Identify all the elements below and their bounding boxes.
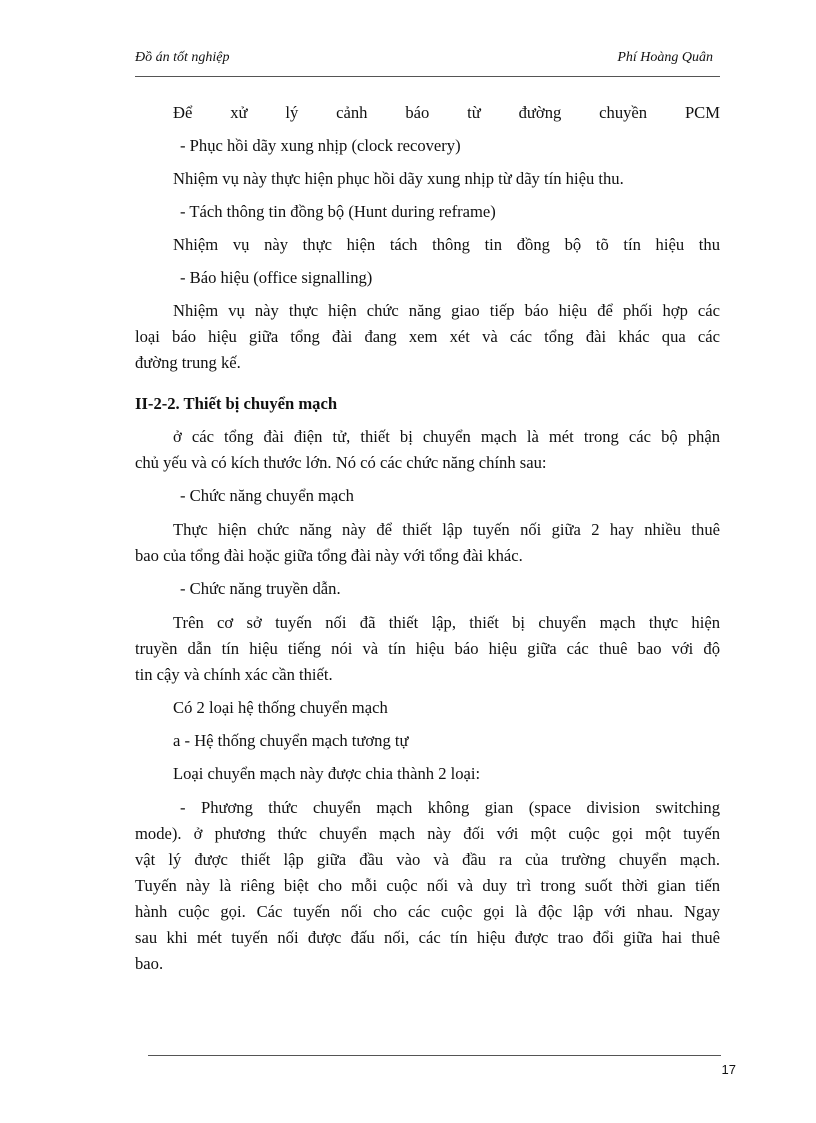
list-item: - Báo hiệu (office signalling) xyxy=(180,268,373,287)
paragraph-line: bao của tổng đài hoặc giữa tổng đài này với tổng đài khác. xyxy=(135,546,523,565)
footer-divider xyxy=(148,1055,721,1056)
paragraph-line: Nhiệm vụ này thực hiện tách thông tin đồng bộ tõ tín hiệu thu xyxy=(173,235,720,254)
paragraph-line: Tuyến này là riêng biệt cho mỗi cuộc nối và duy trì trong suốt thời gian tiến xyxy=(135,876,720,895)
paragraph-line: hành cuộc gọi. Các tuyến nối cho các cuộc gọi là độc lập với nhau. Ngay xyxy=(135,902,720,921)
paragraph-line: mode). ở phương thức chuyển mạch này đối với một cuộc gọi một tuyến xyxy=(135,824,720,843)
paragraph-line: vật lý được thiết lập giữa đầu vào và đầu ra của trường chuyển mạch. xyxy=(135,850,720,869)
section-heading: II-2-2. Thiết bị chuyển mạch xyxy=(135,394,338,413)
paragraph-line: Trên cơ sở tuyến nối đã thiết lập, thiết bị chuyển mạch thực hiện xyxy=(173,613,720,632)
paragraph-line: sau khi mét tuyến nối được đấu nối, các tín hiệu được trao đổi giữa hai thuê xyxy=(135,928,720,947)
page-body xyxy=(135,100,720,977)
paragraph-line: Nhiệm vụ này thực hiện chức năng giao tiếp báo hiệu để phối hợp các xyxy=(173,301,720,320)
paragraph-line: chủ yếu và có kích thước lớn. Nó có các chức năng chính sau: xyxy=(135,453,547,472)
header-document-title: Đồ án tốt nghiệp xyxy=(135,50,230,65)
paragraph-line: bao. xyxy=(135,954,164,973)
list-item: - Phương thức chuyển mạch không gian (space division switching xyxy=(180,798,720,817)
paragraph-line: loại báo hiệu giữa tổng đài đang xem xét và các tổng đài khác qua các xyxy=(135,327,720,346)
paragraph-line: tin cậy và chính xác cần thiết. xyxy=(135,665,333,684)
list-item: - Chức năng chuyển mạch xyxy=(180,486,354,505)
paragraph-line: ở các tổng đài điện tử, thiết bị chuyển mạch là mét trong các bộ phận xyxy=(173,427,720,446)
page-number: 17 xyxy=(721,1062,736,1077)
paragraph-line: truyền dẫn tín hiệu tiếng nói và tín hiệu báo hiệu giữa các thuê bao với độ xyxy=(135,639,720,658)
header-author-name: Phí Hoàng Quân xyxy=(617,50,713,65)
paragraph-line: Thực hiện chức năng này để thiết lập tuyến nối giữa 2 hay nhiều thuê xyxy=(173,520,720,539)
paragraph-line: Có 2 loại hệ thống chuyển mạch xyxy=(173,698,388,717)
subheading: a - Hệ thống chuyển mạch tương tự xyxy=(173,731,409,750)
list-item: - Phục hồi dãy xung nhịp (clock recovery) xyxy=(180,136,461,155)
header-divider xyxy=(135,76,720,77)
paragraph-line: Nhiệm vụ này thực hiện phục hồi dãy xung nhịp từ dãy tín hiệu thu. xyxy=(173,169,624,188)
paragraph-line: Để xử lý cảnh báo từ đường chuyền PCM xyxy=(173,103,720,122)
list-item: - Tách thông tin đồng bộ (Hunt during reframe) xyxy=(180,202,496,221)
paragraph-line: Loại chuyển mạch này được chia thành 2 loại: xyxy=(173,764,481,783)
paragraph-line: đường trung kế. xyxy=(135,353,241,372)
list-item: - Chức năng truyền dẫn. xyxy=(180,579,341,598)
